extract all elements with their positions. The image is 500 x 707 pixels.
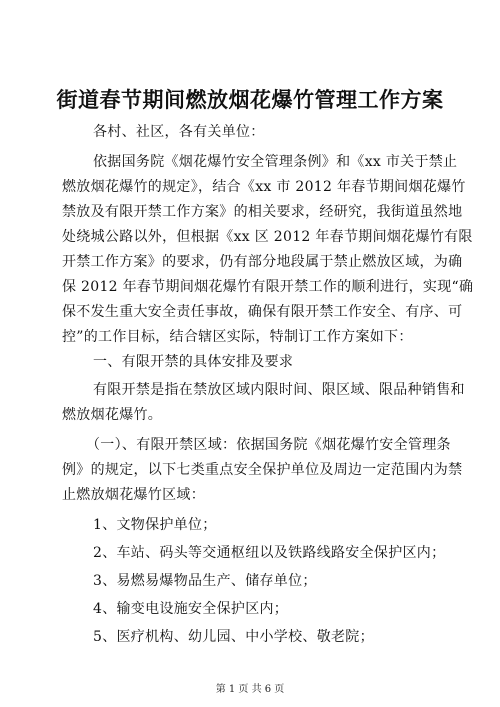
paragraph-line: 保 2012 年春节期间烟花爆竹有限开禁工作的顺利进行，实现“确 [62,279,474,295]
paragraph-line: 控”的工作目标，结合辖区实际，特制订工作方案如下： [62,329,413,345]
paragraph-line: 有限开禁是指在禁放区域内限时间、限区域、限品种销售和 [93,382,465,398]
paragraph-line: 开禁工作方案》的要求，仍有部分地段属于禁止燃放区域，为确 [62,254,463,270]
subsection-line: （一）、有限开禁区域：依据国务院《烟花爆竹安全管理条 [86,437,451,453]
paragraph-line: 例》的规定，以下七类重点安全保护单位及周边一定范围内为禁 [62,462,463,478]
section-heading: 一、有限开禁的具体安排及要求 [93,354,294,370]
list-item: 1、文物保护单位； [93,517,217,533]
document-title: 街道春节期间燃放烟花爆竹管理工作方案 [56,87,444,112]
paragraph-line: 保不发生重大安全责任事故，确保有限开禁工作安全、有序、可 [62,304,463,320]
list-item: 5、医疗机构、幼儿园、中小学校、敬老院； [93,629,374,645]
page-footer: 第 1 页 共 6 页 [215,684,285,695]
list-item: 3、易燃易爆物品生产、储存单位； [93,573,317,589]
paragraph-line: 依据国务院《烟花爆竹安全管理条例》和《xx 市关于禁止 [93,154,458,170]
paragraph-line: 处绕城公路以外，但根据《xx 区 2012 年春节期间烟花爆竹有限 [62,229,473,245]
salutation-line: 各村、社区，各有关单位： [93,124,265,140]
list-item: 2、车站、码头等交通枢纽以及铁路线路安全保护区内； [93,545,446,561]
paragraph-line: 燃放烟花爆竹。 [62,407,163,423]
paragraph-line: 止燃放烟花爆竹区域： [62,487,205,503]
paragraph-line: 禁放及有限开禁工作方案》的相关要求，经研究，我街道虽然地 [62,204,463,220]
paragraph-line: 燃放烟花爆竹的规定》，结合《xx 市 2012 年春节期间烟花爆竹 [62,179,466,195]
list-item: 4、输变电设施安全保护区内； [93,601,289,617]
